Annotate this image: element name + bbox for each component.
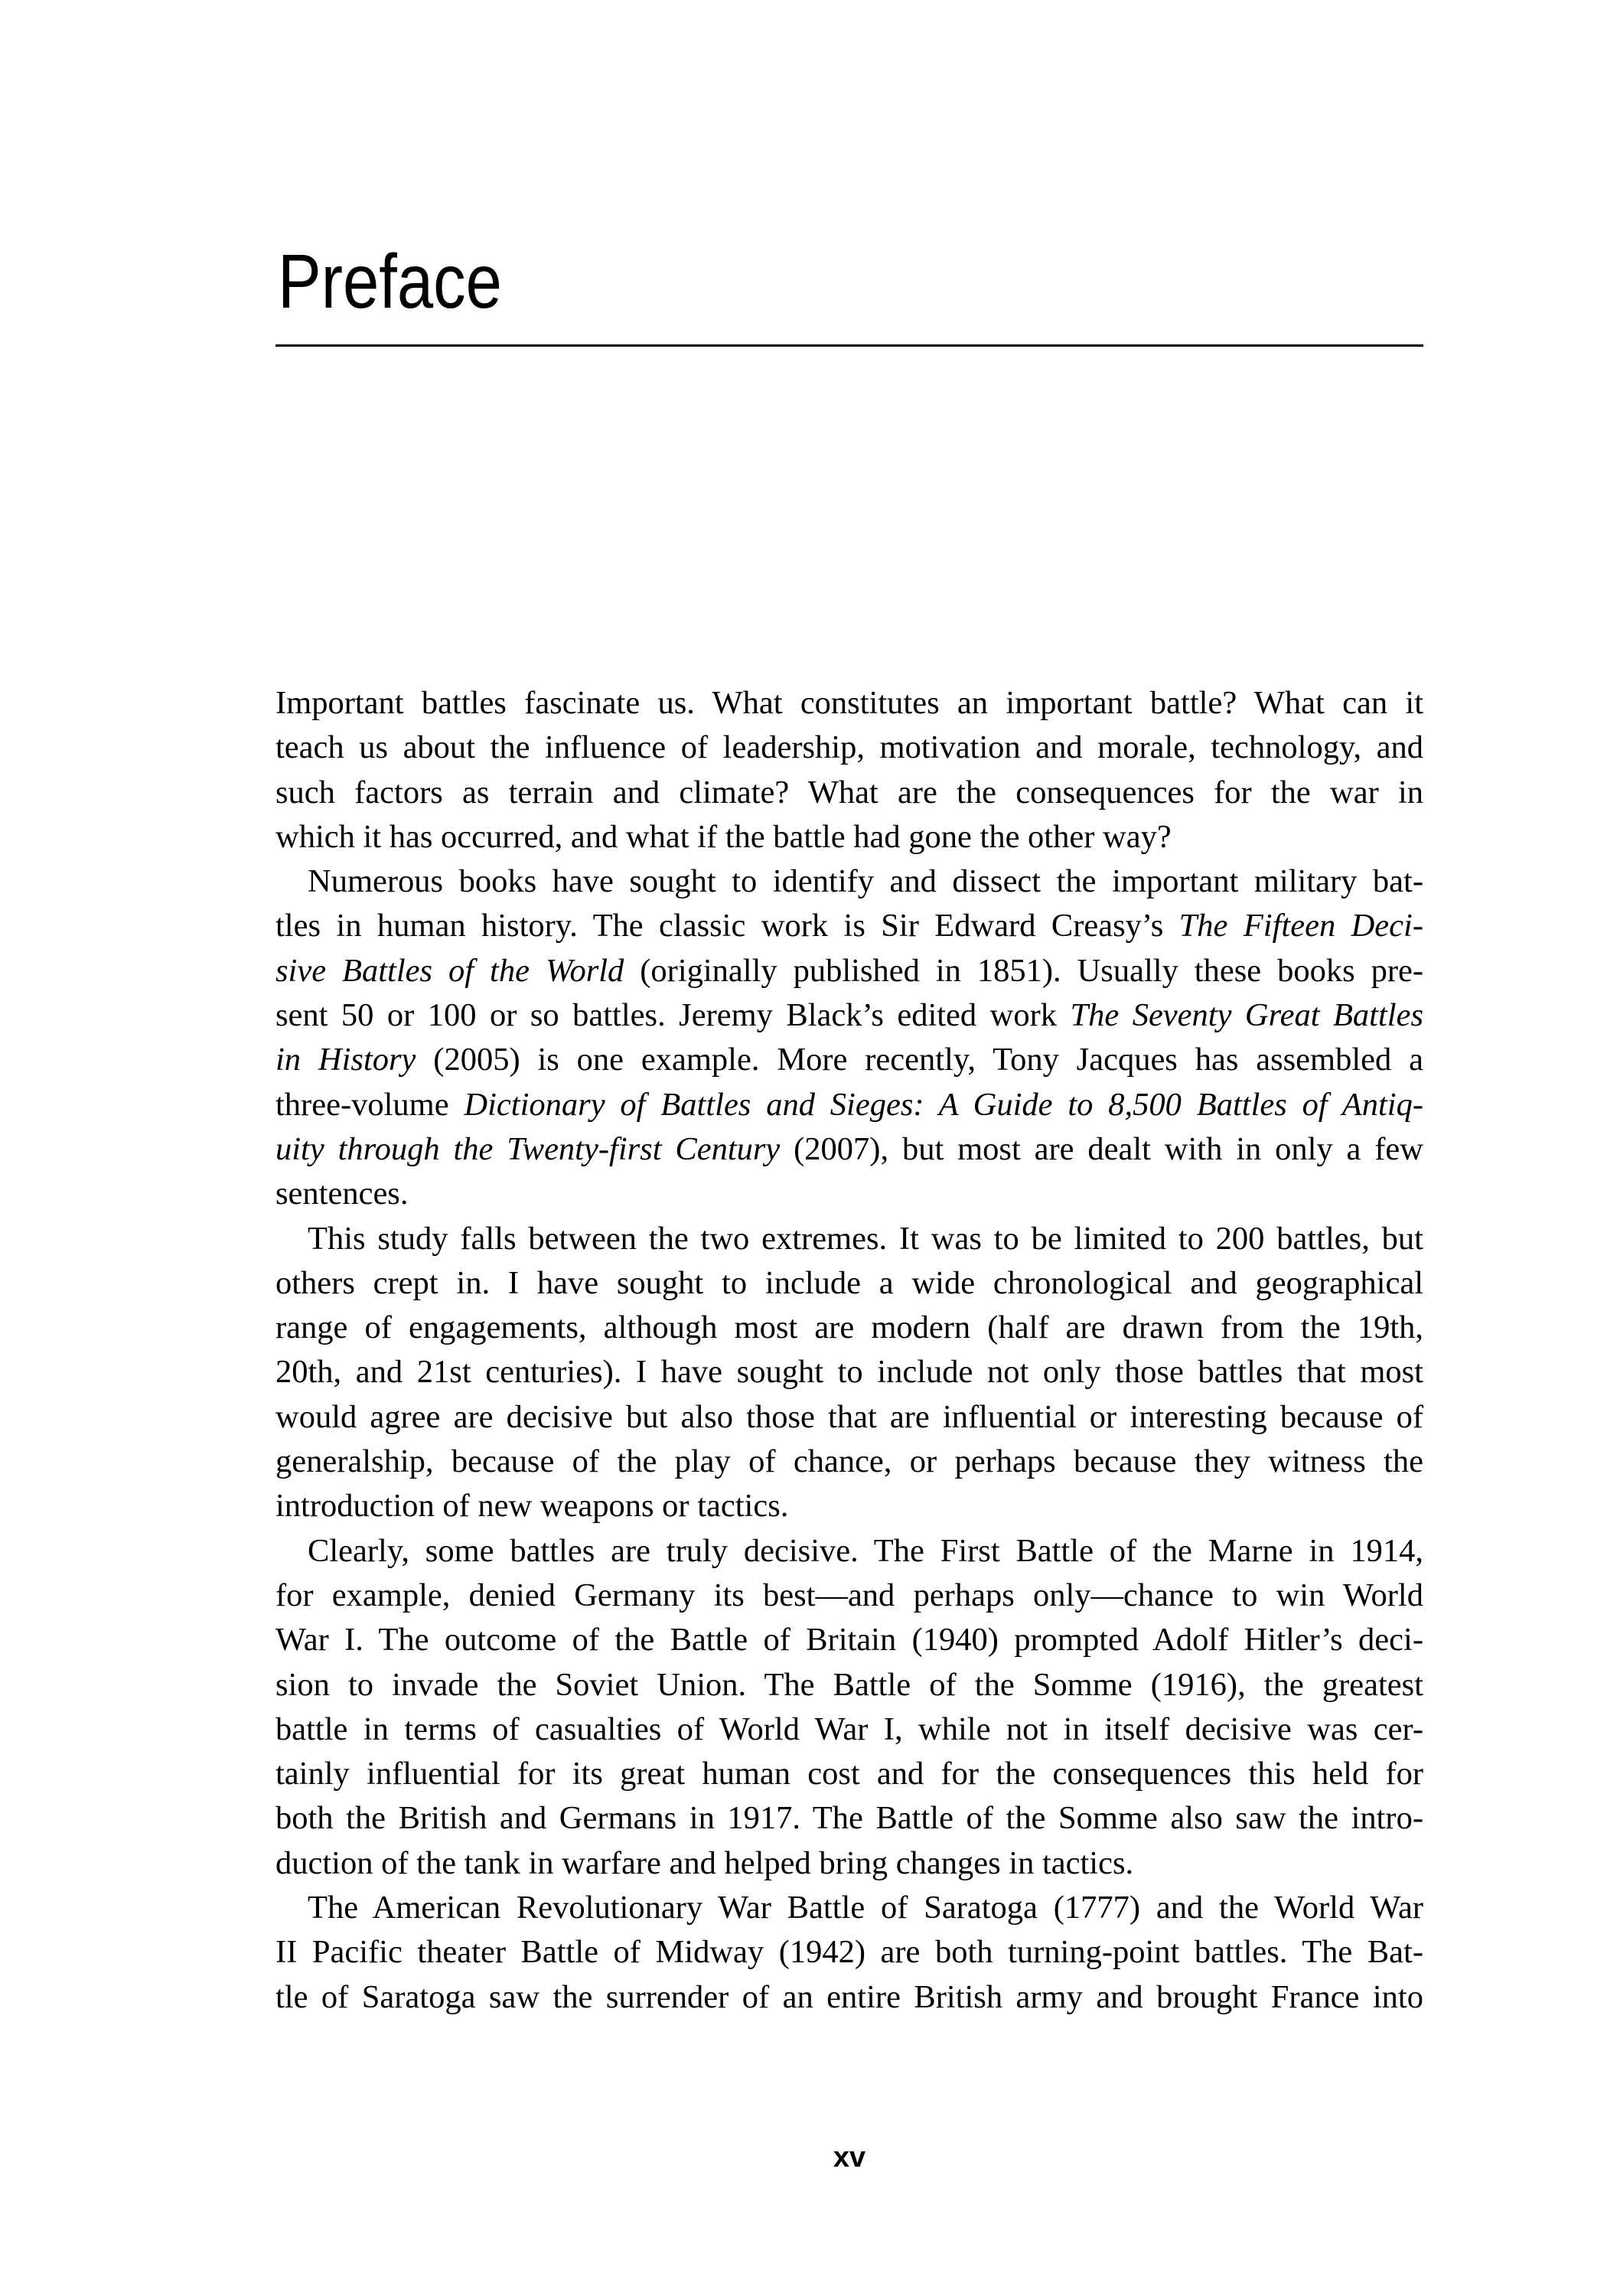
text-line xyxy=(275,1127,1423,1172)
page-number: xv xyxy=(833,2141,866,2174)
italic-title: in History xyxy=(275,1042,416,1078)
text-segment: (2007), but most are dealt with in only a few xyxy=(780,1130,1423,1167)
text-line: generalship, because of the play of chance, or perhaps because they witness the xyxy=(275,1443,1423,1480)
text-line: sion to invade the Soviet Union. The Battle of the Somme (1916), the greatest xyxy=(275,1666,1423,1703)
text-segment: (2005) is one example. More recently, Tony Jacques has assembled a xyxy=(416,1042,1423,1078)
paragraph xyxy=(275,1529,1423,1886)
text-line: 20th, and 21st centuries). I have sought to include not only those battles that most xyxy=(275,1354,1423,1391)
text-line: which it has occurred, and what if the battle had gone the other way? xyxy=(275,818,1172,855)
text-line: tle of Saratoga saw the surrender of an entire British army and brought France into xyxy=(275,1978,1423,2015)
text-line: War I. The outcome of the Battle of Britain (1940) prompted Adolf Hitler’s deci- xyxy=(275,1622,1423,1658)
italic-title: The Fifteen Deci- xyxy=(1178,908,1423,944)
text-line: others crept in. I have sought to include a wide chronological and geographical xyxy=(275,1264,1423,1301)
text-segment: tles in human history. The classic work is Sir Edward Creasy’s xyxy=(275,908,1179,944)
italic-title: Dictionary of Battles and Sieges: A Guide to 8,500 Battles of Antiq- xyxy=(464,1086,1423,1123)
text-line xyxy=(275,904,1423,948)
text-line: introduction of new weapons or tactics. xyxy=(275,1488,789,1525)
body-text xyxy=(275,681,1423,2020)
text-line: range of engagements, although most are modern (half are drawn from the 19th, xyxy=(275,1309,1423,1346)
text-line: sentences. xyxy=(275,1176,409,1212)
text-line: tainly influential for its great human cost and for the consequences this held for xyxy=(275,1756,1423,1792)
text-line: for example, denied Germany its best—and perhaps only—chance to win World xyxy=(275,1577,1423,1613)
text-line: This study falls between the two extremes. It was to be limited to 200 battles, but xyxy=(308,1220,1423,1257)
paragraph xyxy=(275,859,1423,1216)
text-line: Clearly, some battles are truly decisive. The First Battle of the Marne in 1914, xyxy=(308,1532,1423,1569)
text-line: both the British and Germans in 1917. The Battle of the Somme also saw the intro- xyxy=(275,1800,1423,1837)
italic-title: The Seventy Great Battles xyxy=(1070,997,1424,1034)
text-line: would agree are decisive but also those that are influential or interesting because of xyxy=(275,1398,1423,1435)
text-line: Important battles fascinate us. What constitutes an important battle? What can it xyxy=(275,685,1423,721)
text-line: Numerous books have sought to identify and dissect the important military bat- xyxy=(308,863,1423,900)
text-line: The American Revolutionary War Battle of Saratoga (1777) and the World War xyxy=(308,1890,1423,1926)
text-segment: (originally published in 1851). Usually these books pre- xyxy=(624,952,1423,989)
paragraph xyxy=(275,1886,1423,2020)
text-line: II Pacific theater Battle of Midway (1942) are both turning-point battles. The Bat- xyxy=(275,1934,1423,1971)
text-line xyxy=(275,949,1423,993)
paragraph xyxy=(275,681,1423,859)
text-segment: three-volume xyxy=(275,1086,464,1123)
italic-title: sive Battles of the World xyxy=(275,952,624,989)
text-line: teach us about the influence of leadership, motivation and morale, technology, and xyxy=(275,729,1423,766)
text-line: battle in terms of casualties of World War I, while not in itself decisive was cer- xyxy=(275,1711,1423,1747)
text-line: such factors as terrain and climate? What are the consequences for the war in xyxy=(275,774,1423,810)
paragraph xyxy=(275,1217,1423,1529)
title-rule xyxy=(275,344,1423,347)
page-title: Preface xyxy=(278,239,502,325)
text-line xyxy=(275,1038,1423,1082)
italic-title: uity through the Twenty-first Century xyxy=(275,1130,781,1167)
text-line xyxy=(275,1083,1423,1127)
text-segment: sent 50 or 100 or so battles. Jeremy Black’s edited work xyxy=(275,997,1071,1034)
text-line: duction of the tank in warfare and helped bring changes in tactics. xyxy=(275,1844,1134,1881)
text-line xyxy=(275,993,1423,1038)
